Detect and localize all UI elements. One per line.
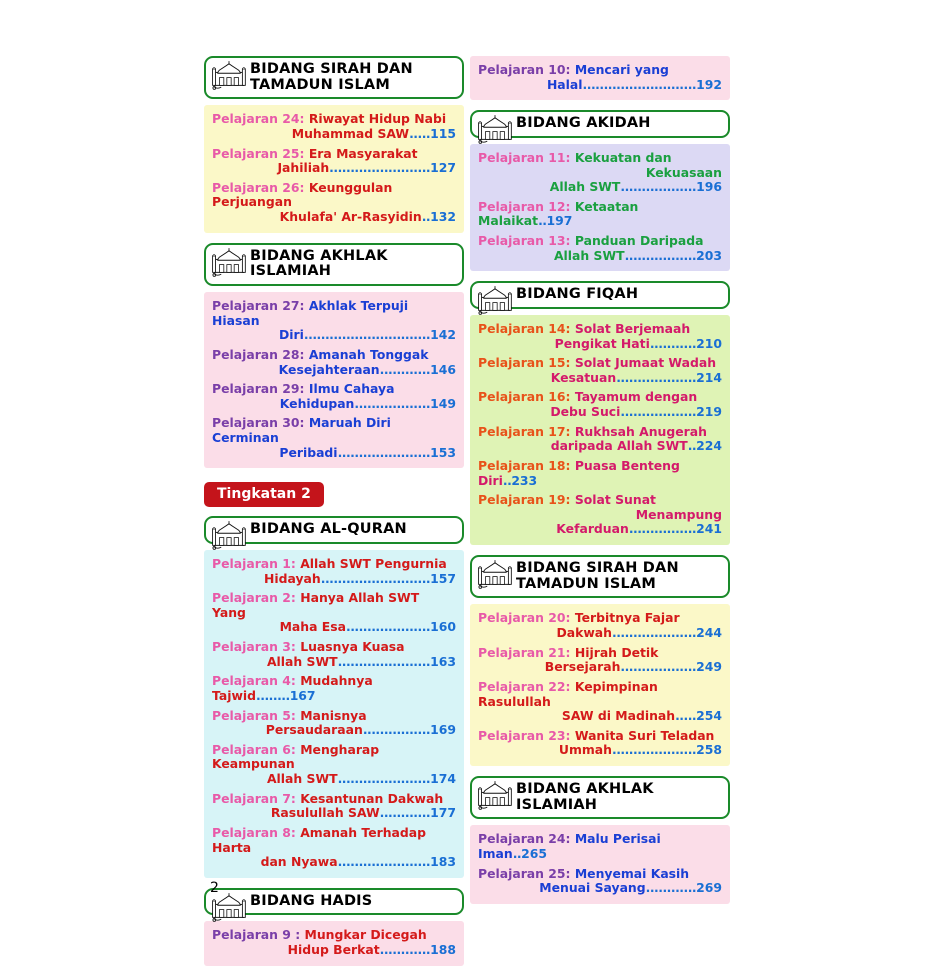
page-number: 2 — [210, 880, 219, 896]
lesson-list — [470, 144, 730, 271]
lesson-label: Pelajaran 5: — [212, 707, 296, 723]
lesson-title-cont: Persaudaraan................169 — [265, 722, 456, 738]
lesson-title-cont: daripada Allah SWT..224 — [550, 438, 722, 454]
left-column — [204, 56, 464, 976]
lesson-title: Akhlak Terpuji Hiasan — [212, 298, 409, 328]
section-banner — [470, 110, 730, 138]
lesson-title: Wanita Suri Teladan — [574, 727, 715, 743]
toc-section — [204, 243, 464, 469]
toc-entry[interactable] — [212, 299, 456, 343]
toc-section — [470, 110, 730, 271]
page-number-ref: 269 — [696, 880, 722, 896]
leader-dots: ........... — [649, 335, 697, 351]
toc-section — [204, 888, 464, 966]
lesson-list — [204, 292, 464, 468]
lesson-label: Pelajaran 28: — [212, 346, 305, 362]
toc-entry[interactable] — [212, 709, 456, 738]
section-banner-title: BIDANG AKHLAK ISLAMIAH — [516, 781, 654, 813]
section-banner — [204, 516, 464, 544]
lesson-title-cont: Muhammad SAW.....115 — [291, 125, 456, 141]
toc-entry[interactable] — [478, 867, 722, 896]
lesson-label: Pelajaran 6: — [212, 741, 296, 757]
lesson-title: Kekuatan dan — [574, 149, 672, 165]
lesson-title: Rukhsah Anugerah — [574, 423, 707, 439]
leader-dots: ............ — [645, 880, 697, 896]
page-number-ref: 203 — [696, 247, 722, 263]
toc-entry[interactable] — [478, 832, 722, 861]
page-number-ref: 219 — [696, 404, 722, 420]
page-number-ref: 167 — [289, 687, 316, 703]
lesson-title: Amanah Terhadap Harta — [212, 824, 426, 855]
lesson-label: Pelajaran 10: — [478, 62, 571, 77]
section-banner — [204, 888, 464, 916]
lesson-label: Pelajaran 21: — [478, 644, 571, 660]
toc-entry[interactable] — [478, 322, 722, 351]
toc-entry[interactable] — [478, 646, 722, 675]
toc-entry[interactable] — [212, 792, 456, 821]
section-banner — [470, 555, 730, 598]
page-number-ref: 241 — [696, 521, 722, 537]
page-number-ref: 160 — [430, 619, 456, 635]
lesson-title: Malu Perisai Iman — [478, 831, 661, 861]
lesson-title: Kepimpinan Rasulullah — [478, 678, 658, 709]
lesson-title-cont: Rasulullah SAW............177 — [270, 805, 456, 821]
lesson-label: Pelajaran 4: — [212, 673, 296, 689]
lesson-title-cont: Pengikat Hati...........210 — [554, 335, 722, 351]
lesson-title-cont: Hidup Berkat............188 — [287, 942, 456, 958]
page-number-ref: 244 — [696, 625, 722, 640]
mosque-icon — [476, 559, 514, 589]
toc-entry[interactable] — [478, 680, 722, 724]
lesson-title-cont: Kehidupan..................149 — [279, 395, 456, 411]
toc-entry[interactable] — [478, 200, 722, 229]
leader-dots: .......................... — [320, 570, 431, 586]
lesson-title-cont: Allah SWT..................196 — [549, 179, 722, 195]
lesson-title-cont: Dakwah....................244 — [556, 625, 722, 640]
page-number-ref: 142 — [430, 327, 456, 343]
leader-dots: ............ — [379, 942, 431, 958]
lesson-list — [204, 550, 464, 878]
mosque-icon — [210, 520, 248, 550]
lesson-title-cont: Kekuasaan — [645, 164, 722, 180]
toc-entry[interactable] — [212, 591, 456, 635]
lesson-label: Pelajaran 9 : — [212, 927, 301, 943]
page-number-ref: 210 — [696, 335, 722, 351]
page-number-ref: 157 — [430, 570, 456, 586]
toc-entry[interactable] — [478, 151, 722, 195]
lesson-label: Pelajaran 14: — [478, 320, 571, 336]
lesson-title: Allah SWT Pengurnia — [300, 555, 447, 571]
leader-dots: .. — [502, 472, 512, 488]
mosque-icon — [210, 892, 248, 922]
page-number-ref: 115 — [430, 125, 456, 141]
section-banner — [204, 56, 464, 99]
toc-entry[interactable] — [212, 348, 456, 377]
lesson-title-cont: Allah SWT.................203 — [553, 247, 722, 263]
leader-dots: .................... — [345, 619, 431, 635]
lesson-title: Kesantunan Dakwah — [300, 790, 444, 806]
lesson-title-cont: dan Nyawa......................183 — [260, 854, 456, 870]
section-banner-title: BIDANG AKHLAK ISLAMIAH — [250, 247, 388, 280]
toc-entry[interactable] — [478, 390, 722, 419]
page-number-ref: 174 — [430, 771, 456, 787]
toc-entry[interactable] — [212, 147, 456, 176]
leader-dots: ...................... — [337, 854, 431, 870]
leader-dots: ................ — [362, 722, 431, 738]
toc-entry[interactable] — [478, 356, 722, 385]
lesson-label: Pelajaran 27: — [212, 298, 305, 313]
lesson-label: Pelajaran 3: — [212, 639, 296, 655]
section-banner-title: BIDANG SIRAH DAN TAMADUN ISLAM — [516, 560, 679, 592]
lesson-title: Mencari yang — [574, 62, 669, 77]
leader-dots: .. — [421, 209, 431, 225]
page-number-ref: 177 — [430, 805, 456, 821]
lesson-title: Maruah Diri Cerminan — [212, 415, 391, 445]
leader-dots: ........................ — [329, 160, 431, 176]
lesson-label: Pelajaran 25: — [478, 865, 571, 881]
leader-dots: .............................. — [303, 327, 431, 343]
lesson-title-cont: Allah SWT......................163 — [266, 653, 456, 669]
lesson-label: Pelajaran 16: — [478, 389, 571, 405]
lesson-title-cont: Khulafa' Ar-Rasyidin..132 — [279, 209, 456, 225]
lesson-title-cont: Ummah....................258 — [558, 742, 722, 758]
lesson-title-cont: Diri..............................142 — [279, 327, 456, 343]
lesson-title: Tayamum dengan — [574, 389, 698, 405]
section-banner — [204, 243, 464, 286]
mosque-icon — [210, 60, 248, 90]
page-number-ref: 197 — [546, 213, 573, 229]
toc-entry[interactable] — [478, 611, 722, 640]
leader-dots: .................... — [611, 625, 697, 640]
toc-entry[interactable] — [478, 729, 722, 758]
lesson-list — [204, 105, 464, 232]
leader-dots: .. — [512, 845, 522, 861]
lesson-title-cont: Debu Suci..................219 — [550, 404, 722, 420]
lesson-title: Panduan Daripada — [574, 233, 704, 249]
lesson-label: Pelajaran 23: — [478, 727, 571, 743]
lesson-title: Era Masyarakat — [308, 145, 418, 161]
lesson-label: Pelajaran 24: — [212, 111, 305, 127]
leader-dots: ............ — [379, 805, 431, 821]
lesson-label: Pelajaran 24: — [478, 831, 571, 847]
toc-entry[interactable] — [478, 493, 722, 537]
lesson-label: Pelajaran 30: — [212, 415, 305, 431]
page-number-ref: 265 — [521, 845, 548, 861]
lesson-label: Pelajaran 8: — [212, 824, 296, 840]
lesson-title: Luasnya Kuasa — [300, 639, 405, 655]
lesson-title-cont: Bersejarah..................249 — [544, 659, 722, 675]
mosque-icon — [210, 247, 248, 277]
toc-entry[interactable] — [212, 557, 456, 586]
section-banner-title: BIDANG AKIDAH — [516, 115, 651, 132]
page-number-ref: 169 — [430, 722, 456, 738]
lesson-title: Amanah Tonggak — [308, 346, 429, 362]
leader-dots: ........ — [256, 687, 290, 703]
leader-dots: .. — [538, 213, 547, 229]
lesson-title: Solat Jumaat Wadah — [574, 355, 717, 371]
page-number-ref: 146 — [430, 361, 456, 377]
toc-entry[interactable] — [478, 234, 722, 263]
lesson-title: Mudahnya Tajwid — [212, 673, 373, 703]
lesson-label: Pelajaran 7: — [212, 790, 296, 806]
lesson-title-cont: Kesatuan...................214 — [550, 369, 722, 385]
lesson-title: Menyemai Kasih — [574, 865, 690, 881]
lesson-label: Pelajaran 26: — [212, 179, 305, 195]
lesson-title-cont: Jahiliah........................127 — [277, 160, 456, 176]
leader-dots: ............ — [379, 361, 431, 377]
lesson-title-cont: Maha Esa....................160 — [279, 619, 456, 635]
page-number-ref: 214 — [696, 369, 722, 385]
toc-section — [204, 56, 464, 233]
lesson-title: Riwayat Hidup Nabi — [308, 111, 447, 127]
lesson-list — [204, 921, 464, 965]
page-number-ref: 163 — [430, 653, 456, 669]
leader-dots: .................. — [620, 404, 697, 420]
lesson-title: Solat Berjemaah — [574, 320, 691, 336]
lesson-title: Ketaatan Malaikat — [478, 198, 639, 229]
leader-dots: ........................... — [582, 76, 697, 92]
toc-entry[interactable] — [212, 674, 456, 703]
mosque-icon — [476, 114, 514, 144]
toc-entry[interactable] — [212, 928, 456, 957]
lesson-label: Pelajaran 2: — [212, 590, 296, 606]
lesson-title-cont: Hidayah..........................157 — [264, 570, 456, 586]
toc-entry[interactable] — [212, 382, 456, 411]
page-number-ref: 149 — [430, 395, 456, 411]
lesson-label: Pelajaran 18: — [478, 457, 571, 473]
section-banner-title: BIDANG AL-QURAN — [250, 521, 407, 538]
tingkatan-badge: Tingkatan 2 — [204, 482, 324, 507]
lesson-title-cont: Halal...........................192 — [546, 76, 722, 92]
toc-section — [470, 776, 730, 904]
lesson-title: Keunggulan Perjuangan — [212, 179, 393, 210]
lesson-label: Pelajaran 13: — [478, 233, 571, 249]
lesson-title: Puasa Benteng Diri — [478, 457, 680, 488]
lesson-label: Pelajaran 25: — [212, 145, 305, 161]
lesson-list — [470, 315, 730, 545]
lesson-title: Hanya Allah SWT Yang — [212, 590, 420, 620]
page-number-ref: 188 — [430, 942, 456, 958]
leader-dots: .................. — [620, 179, 697, 195]
lesson-title: Terbitnya Fajar — [574, 610, 680, 626]
toc-entry[interactable] — [478, 63, 722, 92]
leader-dots: .................... — [611, 742, 697, 758]
lesson-label: Pelajaran 17: — [478, 423, 571, 439]
leader-dots: ...................... — [337, 653, 431, 669]
leader-dots: ...................... — [337, 444, 431, 460]
lesson-title: Solat Sunat — [574, 492, 656, 508]
leader-dots: ...................... — [337, 771, 431, 787]
leader-dots: ..... — [409, 125, 431, 141]
lesson-label: Pelajaran 1: — [212, 555, 296, 571]
page-number-ref: 224 — [696, 438, 722, 454]
mosque-icon — [476, 780, 514, 810]
section-banner-title: BIDANG SIRAH DAN TAMADUN ISLAM — [250, 61, 413, 93]
section-banner — [470, 776, 730, 819]
toc-section — [470, 555, 730, 766]
lesson-title-cont: Menampung — [635, 506, 722, 522]
lesson-label: Pelajaran 12: — [478, 198, 571, 214]
lesson-title: Mengharap Keampunan — [212, 741, 380, 772]
toc-entry[interactable] — [212, 112, 456, 141]
toc-entry[interactable] — [212, 826, 456, 870]
leader-dots: .................. — [620, 659, 697, 675]
toc-section — [204, 516, 464, 878]
page-number-ref: 249 — [696, 659, 722, 675]
toc-section — [470, 281, 730, 545]
toc-entry[interactable] — [212, 416, 456, 460]
lesson-list — [470, 825, 730, 904]
lesson-label: Pelajaran 19: — [478, 492, 571, 508]
page-number-ref: 192 — [696, 76, 722, 92]
lesson-title-cont: SAW di Madinah.....254 — [561, 708, 722, 724]
lesson-list — [470, 604, 730, 766]
lesson-list — [470, 56, 730, 100]
lesson-label: Pelajaran 22: — [478, 678, 571, 694]
right-column — [470, 56, 730, 914]
lesson-title-cont: Kefarduan................241 — [556, 521, 722, 537]
mosque-icon — [476, 285, 514, 315]
page-number-ref: 196 — [696, 179, 722, 195]
toc-entry[interactable] — [478, 459, 722, 488]
toc-section — [470, 56, 730, 100]
lesson-title: Mungkar Dicegah — [304, 927, 427, 943]
toc-entry[interactable] — [212, 640, 456, 669]
lesson-title: Hijrah Detik — [574, 644, 659, 660]
section-banner-title: BIDANG FIQAH — [516, 286, 639, 303]
lesson-label: Pelajaran 29: — [212, 381, 305, 397]
lesson-title: Manisnya — [300, 707, 367, 723]
page-number-ref: 258 — [696, 742, 722, 758]
toc-entry[interactable] — [212, 743, 456, 787]
page-number-ref: 132 — [430, 209, 456, 225]
lesson-label: Pelajaran 15: — [478, 355, 571, 371]
page-number-ref: 254 — [696, 708, 722, 724]
page-number-ref: 127 — [430, 160, 456, 176]
leader-dots: ..... — [675, 708, 697, 724]
leader-dots: ................... — [616, 369, 697, 385]
lesson-title-cont: Allah SWT......................174 — [266, 771, 456, 787]
toc-entry[interactable] — [212, 181, 456, 225]
lesson-title-cont: Kesejahteraan............146 — [278, 361, 456, 377]
page-number-ref: 233 — [511, 472, 538, 488]
lesson-label: Pelajaran 11: — [478, 149, 571, 165]
leader-dots: ................. — [624, 247, 697, 263]
section-banner — [470, 281, 730, 309]
leader-dots: ................ — [628, 521, 697, 537]
page-number-ref: 153 — [430, 444, 456, 460]
section-banner-title: BIDANG HADIS — [250, 892, 373, 909]
leader-dots: .................. — [354, 395, 431, 411]
page-number-ref: 183 — [430, 854, 456, 870]
lesson-title: Ilmu Cahaya — [308, 381, 395, 397]
lesson-title-cont: Menuai Sayang............269 — [539, 880, 722, 896]
lesson-label: Pelajaran 20: — [478, 610, 571, 626]
lesson-title-cont: Peribadi......................153 — [279, 444, 456, 460]
toc-entry[interactable] — [478, 425, 722, 454]
leader-dots: .. — [687, 438, 697, 454]
